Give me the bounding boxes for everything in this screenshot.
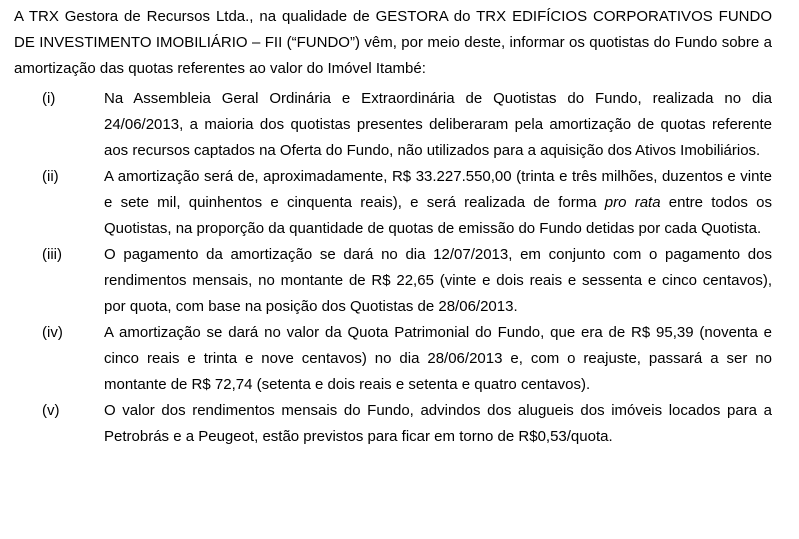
item-text: O valor dos rendimentos mensais do Fundo, advindos dos alugueis dos imóveis locados para a Petrobrás e a Peugeot, estão previstos para ficar em torno de R$0,53/quota. — [104, 402, 772, 445]
item-number: (v) — [42, 402, 60, 419]
list-item — [14, 164, 772, 242]
item-text: A amortização se dará no valor da Quota Patrimonial do Fundo, que era de R$ 95,39 (noventa e cinco reais e trinta e nove centavos) no dia 28/06/2013 e, com o reajuste, passará a ser no montante de R$ 72,74 (setenta e dois reais e setenta e quatro centavos). — [104, 324, 772, 393]
list-item — [14, 242, 772, 320]
item-text-italic: pro rata — [604, 194, 661, 211]
item-text-part: entre todos os Quotistas, na proporção da quantidade de quotas de emissão do Fundo detidas por cada Quotista. — [104, 194, 772, 237]
list-item — [14, 398, 772, 450]
intro-paragraph: A TRX Gestora de Recursos Ltda., na qualidade de GESTORA do TRX EDIFÍCIOS CORPORATIVOS FUNDO DE INVESTIMENTO IMOBILIÁRIO – FII (“FUNDO”) vêm, por meio deste, informar os quotistas do Fundo sobre a amortização das quotas referentes ao valor do Imóvel Itambé: — [14, 8, 772, 77]
document-body — [14, 4, 772, 450]
list-item — [14, 320, 772, 398]
item-number: (iii) — [42, 246, 62, 263]
item-text — [104, 164, 772, 242]
item-text: O pagamento da amortização se dará no dia 12/07/2013, em conjunto com o pagamento dos rendimentos mensais, no montante de R$ 22,65 (vinte e dois reais e sessenta e cinco centavos), por quota, com base na posição dos Quotistas de 28/06/2013. — [104, 246, 772, 315]
item-number: (i) — [42, 90, 56, 107]
list-item — [14, 86, 772, 164]
item-number: (iv) — [42, 324, 63, 341]
item-number: (ii) — [42, 168, 59, 185]
item-text: Na Assembleia Geral Ordinária e Extraordinária de Quotistas do Fundo, realizada no dia 24/06/2013, a maioria dos quotistas presentes deliberaram pela amortização de quotas referente aos recursos captados na Oferta do Fundo, não utilizados para a aquisição dos Ativos Imobiliários. — [104, 90, 772, 159]
item-text-part: A amortização será de, aproximadamente, R$ 33.227.550,00 (trinta e três milhões, duzentos e vinte e sete mil, quinhentos e cinquenta reais), e será realizada de forma — [104, 168, 772, 211]
